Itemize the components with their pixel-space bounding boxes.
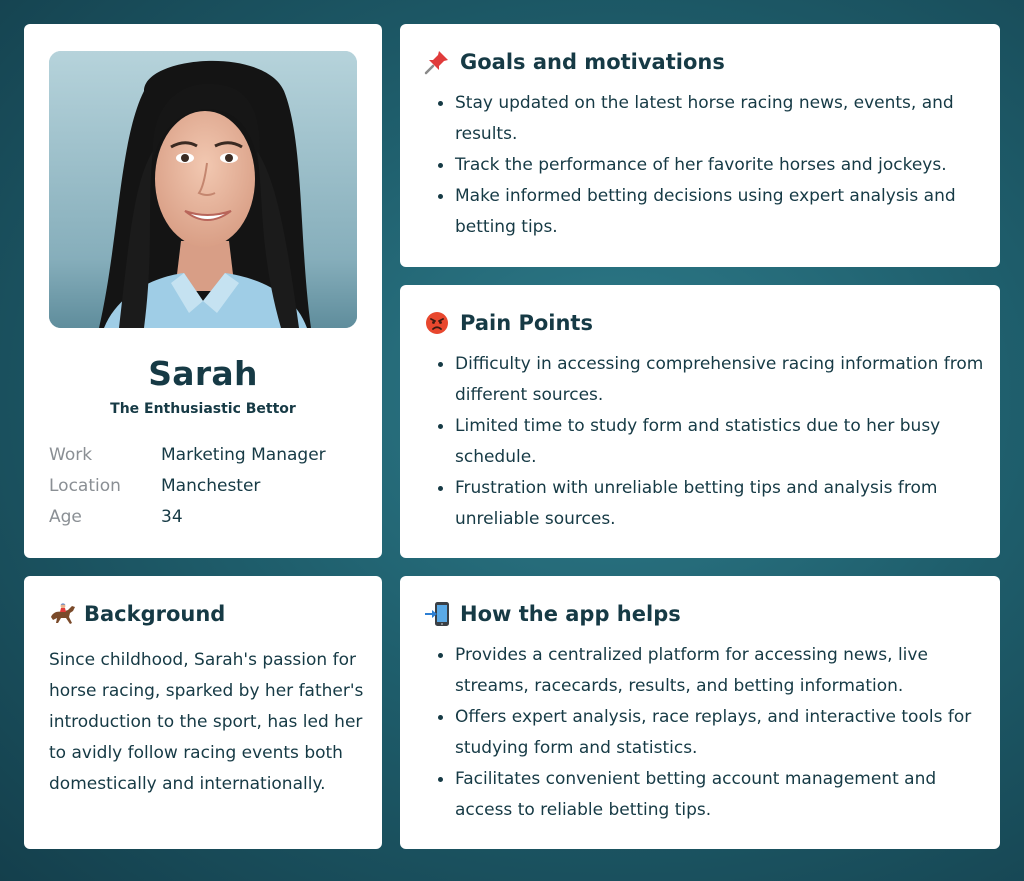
- list-item: Make informed betting decisions using expert analysis and betting tips.: [455, 181, 985, 243]
- goals-header: [424, 48, 725, 76]
- pain-points-list: [433, 349, 985, 535]
- list-item: Limited time to study form and statistics due to her busy schedule.: [455, 411, 985, 473]
- persona-name: Sarah: [148, 354, 258, 393]
- detail-label: Work: [49, 444, 93, 465]
- goals-list: [433, 88, 985, 243]
- list-item: Stay updated on the latest horse racing news, events, and results.: [455, 88, 985, 150]
- background-header: [48, 600, 225, 628]
- list-item: Provides a centralized platform for accessing news, live streams, racecards, results, and betting information.: [455, 640, 985, 702]
- detail-label: Location: [49, 475, 121, 496]
- detail-value: Manchester: [161, 475, 261, 496]
- angry-face-icon: [424, 310, 450, 336]
- app-helps-card: [400, 576, 1000, 849]
- list-item: Frustration with unreliable betting tips and analysis from unreliable sources.: [455, 473, 985, 535]
- horse-racing-icon: [48, 601, 74, 627]
- goals-card: [400, 24, 1000, 267]
- app-helps-title: How the app helps: [460, 602, 681, 626]
- detail-row-location: [49, 470, 369, 501]
- list-item: Facilitates convenient betting account management and access to reliable betting tips.: [455, 764, 985, 826]
- goals-title: Goals and motivations: [460, 50, 725, 74]
- profile-card: [24, 24, 382, 558]
- detail-row-work: [49, 439, 369, 470]
- pain-points-card: [400, 285, 1000, 558]
- detail-value: 34: [161, 506, 183, 527]
- portrait-illustration: [49, 51, 357, 328]
- app-helps-list: [433, 640, 985, 826]
- persona-tagline: The Enthusiastic Bettor: [110, 401, 296, 417]
- pain-points-title: Pain Points: [460, 311, 593, 335]
- profile-photo: [49, 51, 357, 328]
- detail-value: Marketing Manager: [161, 444, 326, 465]
- detail-row-age: [49, 501, 369, 532]
- detail-label: Age: [49, 506, 82, 527]
- background-title: Background: [84, 602, 226, 626]
- list-item: Offers expert analysis, race replays, and interactive tools for studying form and statistics.: [455, 702, 985, 764]
- pushpin-icon: [424, 49, 450, 75]
- background-card: [24, 576, 382, 849]
- list-item: Track the performance of her favorite horses and jockeys.: [455, 150, 985, 181]
- mobile-arrow-icon: [424, 601, 450, 627]
- persona-details: [49, 439, 369, 532]
- list-item: Difficulty in accessing comprehensive racing information from different sources.: [455, 349, 985, 411]
- pain-points-header: [424, 309, 593, 337]
- background-text: Since childhood, Sarah's passion for horse racing, sparked by her father's introduction to the sport, has led her to avidly follow racing events both domestically and internationally.: [49, 650, 364, 794]
- app-helps-header: [424, 600, 681, 628]
